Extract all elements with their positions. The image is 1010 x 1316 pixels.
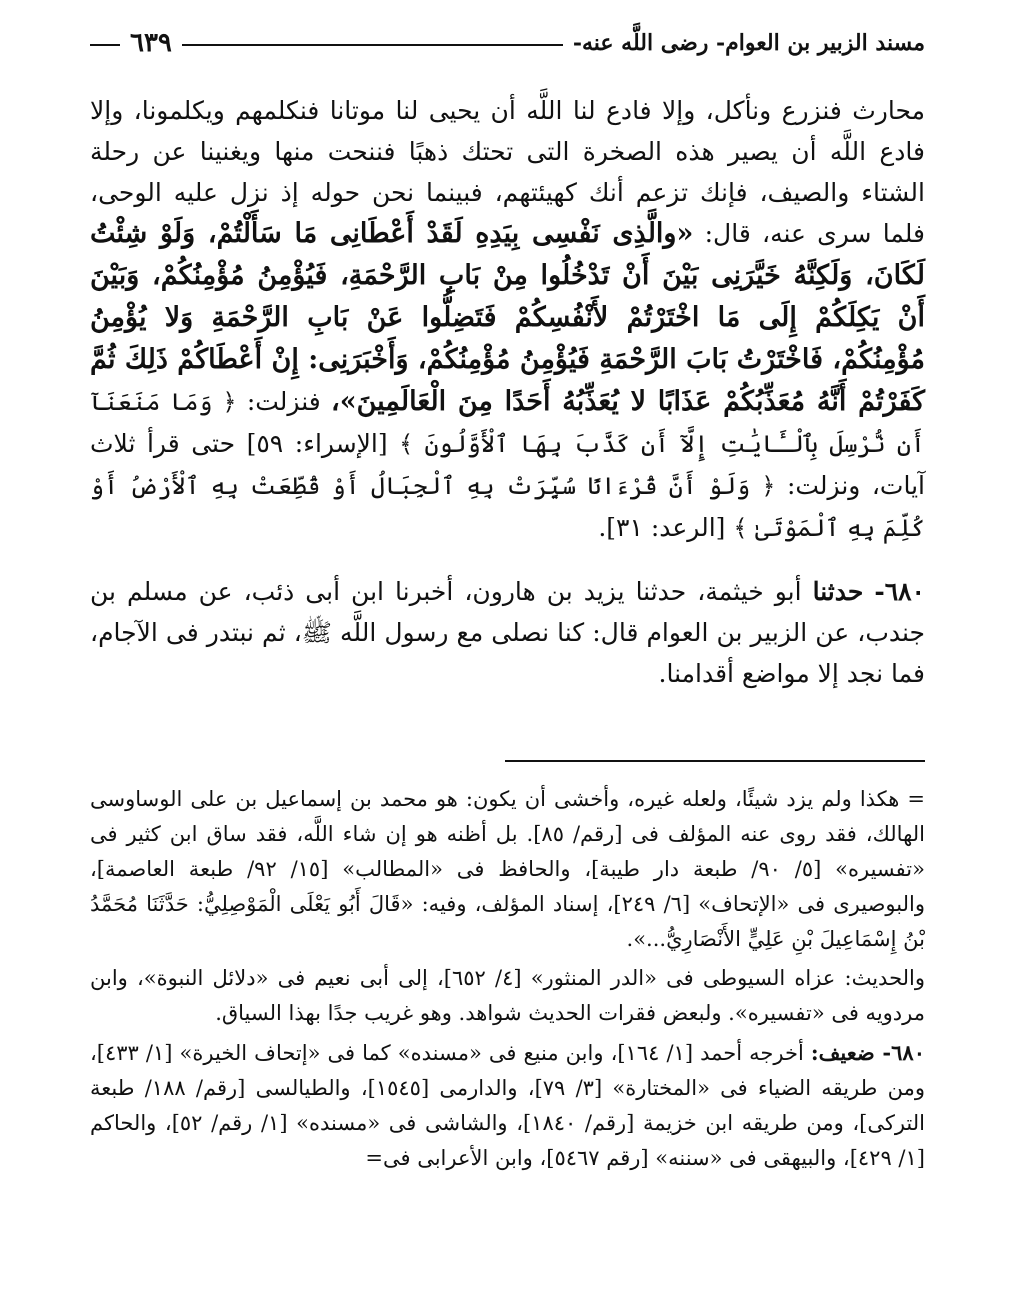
hadith-lead: حدثنا <box>812 577 864 606</box>
footnote-continuation: = هكذا ولم يزد شيئًا، ولعله غيره، وأخشى أن يكون: هو محمد بن إسماعيل بن على الوساوسى الهالك، فقد روى عنه المؤلف فى [رقم/ ٨٥]. بل أظنه هو إن شاء اللَّه، فقد ساق ابن كثير فى «تفسيره» [٥/ ٩٠/ طبعة دار طيبة]، والحافظ فى «المطالب» [١٥/ ٩٢/ طبعة العاصمة]، والبوصيرى فى «الإتحاف» [٦/ ٢٤٩]، إسناد المؤلف، وفيه: «قَالَ أَبُو يَعْلَى الْمَوْصِلِيُّ: حَدَّثَنَا مُحَمَّدُ بْنُ إِسْمَاعِيلَ بْنِ عَلِيٍّ الأَنْصَارِيُّ...». <box>90 787 925 951</box>
main-text <box>90 90 925 694</box>
hadith-680 <box>90 571 925 694</box>
running-header <box>90 20 925 66</box>
prophetic-quote: «والَّذِى نَفْسِى بِيَدِهِ لَقَدْ أَعْطَانِى مَا سَأَلْتُمْ، وَلَوْ شِئْتُ لَكَانَ، وَلَكِنَّهُ خَيَّرَنِى بَيْنَ أَنْ تَدْخُلُوا مِنْ بَابِ الرَّحْمَةِ، فَيُؤْمِنُ مُؤْمِنُكُمْ، وَبَيْنَ أَنْ يَكِلَكُمْ إِلَى مَا اخْتَرْتُمْ لأَنْفُسِكُمْ فَتَضِلُّوا عَنْ بَابِ الرَّحْمَةِ وَلا يُؤْمِنُ مُؤْمِنُكُمْ، فَاخْتَرْتُ بَابَ الرَّحْمَةِ فَيُؤْمِنُ مُؤْمِنُكُمْ، وَأَخْبَرَنِى: إِنْ أَعْطَاكُمْ ذَلِكَ ثُمَّ كَفَرْتُمْ أَنَّهُ مُعَذِّبُكُمْ عَذَابًا لا يُعَذِّبُهُ أَحَدًا مِنَ الْعَالَمِينَ»، <box>90 218 925 417</box>
verse-1-reference: [الإسراء: ٥٩] <box>246 429 388 458</box>
footnote-separator <box>505 760 925 762</box>
footnotes <box>90 782 925 1180</box>
hadith-number: ٦٨٠- <box>874 577 925 606</box>
book-page <box>90 20 925 1300</box>
footnote-680-label: ٦٨٠- ضعيف: <box>810 1040 925 1065</box>
header-dash <box>90 44 120 46</box>
footnote-680-text: أخرجه أحمد [١/ ١٦٤]، وابن منيع فى «مسنده» كما فى «إتحاف الخيرة» [١/ ٤٣٣]، ومن طريقه الضياء فى «المختارة» [٣/ ٧٩]، والدارمى [١٥٤٥]، والطيالسى [رقم/ ١٨٨/ طبعة التركى]، ومن طريقه ابن خزيمة [رقم/ ١٨٤٠]، والشاشى فى «مسنده» [١/ رقم/ ٥٢]، والحاكم [١/ ٤٢٩]، والبيهقى فى «سننه» [رقم ٥٤٦٧]، وابن الأعرابى فى= <box>90 1041 925 1170</box>
quran-verse-1: ﴿ وَمَا مَنَعَنَآ أَن نُّرْسِلَ بِٱلْـَٔايَٰتِ إِلَّآ أَن كَذَّبَ بِهَا ٱلْأَوَّلُونَ ﴾ <box>90 388 925 458</box>
footnote-680 <box>90 1035 925 1176</box>
page-number: ٦٣٩ <box>130 28 172 58</box>
hadith-text: أبو خيثمة، حدثنا يزيد بن هارون، أخبرنا ابن أبى ذئب، عن مسلم بن جندب، عن الزبير بن العوام قال: كنا نصلى مع رسول اللَّه ﷺ، ثم نبتدر فى الآجام، فما نجد إلا مواضع أقدامنا. <box>90 577 925 688</box>
footnote-hadith-source: والحديث: عزاه السيوطى فى «الدر المنثور» [٤/ ٦٥٢]، إلى أبى نعيم فى «دلائل النبوة»، وابن مردويه فى «تفسيره». ولبعض فقرات الحديث شواهد. وهو غريب جدًا بهذا السياق. <box>90 966 925 1025</box>
verse-2-reference: [الرعد: ٣١]. <box>598 513 726 542</box>
header-rule <box>182 44 563 46</box>
intro-text: محارث فنزرع ونأكل، وإلا فادع لنا اللَّه أن يحيى لنا موتانا فنكلمهم ويكلمونا، وإلا فادع اللَّه أن يصير هذه الصخرة التى تحتك ذهبًا فننحت منها ويغنينا عن رحلة الشتاء والصيف، فإنك تزعم أنك كهيئتهم، فبينما نحن حوله إذ نزل عليه الوحى، فلما سرى عنه، قال: <box>90 96 926 248</box>
verses-mid: حتى قرأ ثلاث آيات، ونزلت: <box>90 429 925 500</box>
quran-verse-2: ﴿ وَلَوْ أَنَّ قُرْءَانًا سُيِّرَتْ بِهِ ٱلْجِبَالُ أَوْ قُطِّعَتْ بِهِ ٱلْأَرْضُ أَوْ كُلِّمَ بِهِ ٱلْمَوْتَىٰ ﴾ <box>90 472 925 542</box>
running-title: مسند الزبير بن العوام- رضى اللَّه عنه- <box>572 30 925 56</box>
verses-intro: فنزلت: <box>246 387 321 416</box>
paragraph-intro <box>90 90 925 549</box>
